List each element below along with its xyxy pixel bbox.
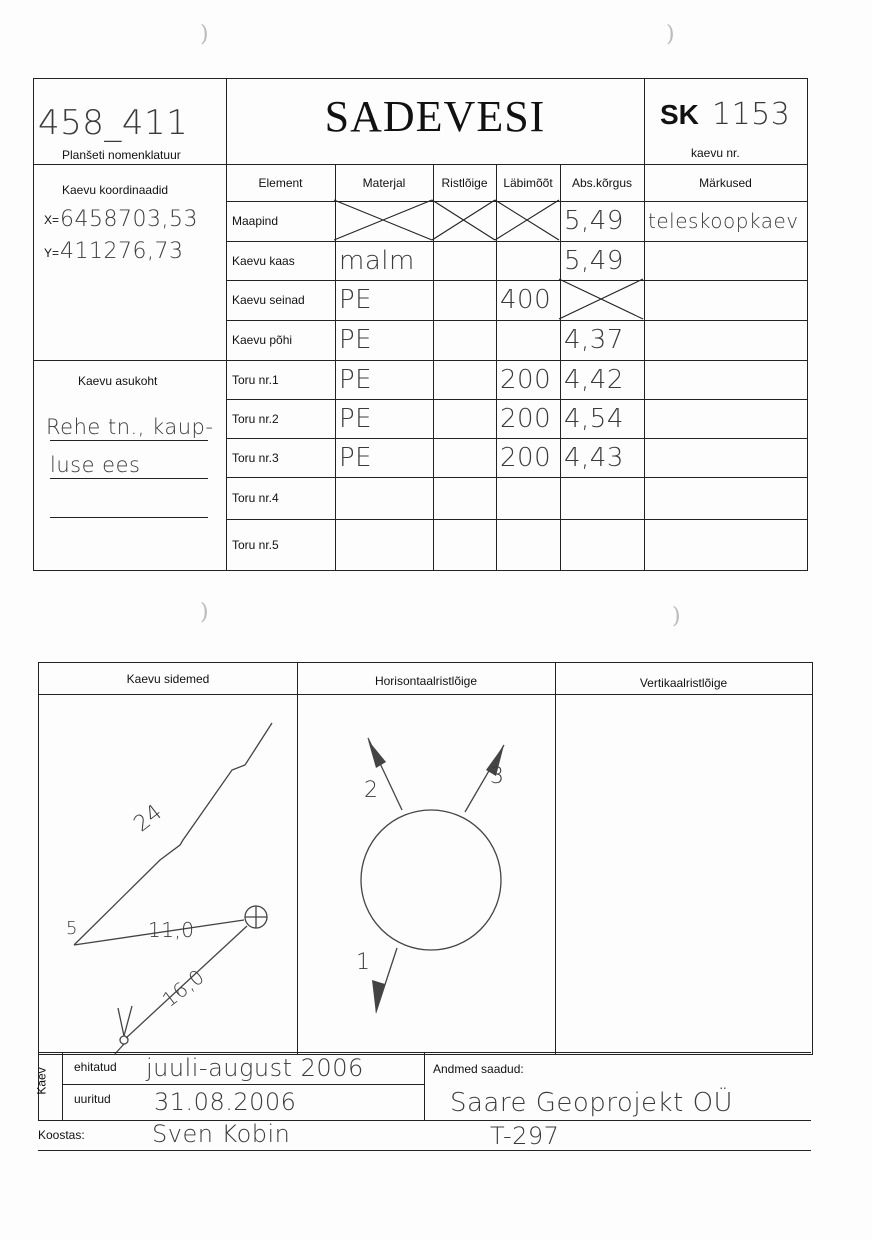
cell-abs-height: 5,49 — [564, 245, 624, 276]
point-label-5: 5 — [66, 918, 78, 939]
row-label: Toru nr.3 — [232, 450, 279, 465]
x-coordinate: 6458703,53 — [60, 207, 198, 232]
compiled-value: Sven Kobin — [152, 1120, 291, 1148]
cell-diameter: 200 — [500, 403, 552, 434]
row-label: Toru nr.5 — [232, 537, 279, 552]
cell-material: malm — [339, 245, 415, 276]
cell-material: PE — [339, 325, 373, 355]
header-cross-section: Ristlõige — [441, 175, 488, 190]
x-prefix: X= — [44, 213, 60, 227]
location-label: Kaevu asukoht — [78, 374, 158, 388]
connections-title: Kaevu sidemed — [126, 672, 210, 686]
cell-material: PE — [339, 442, 373, 473]
horizontal-section-title: Horisontaalristlõige — [374, 674, 478, 688]
row-label: Toru nr.1 — [232, 372, 279, 387]
well-number-value: 1153 — [712, 97, 791, 132]
location-line-2: luse ees — [50, 453, 141, 477]
pipe-number-1: 1 — [356, 950, 371, 975]
header-diameter: Läbimõõt — [503, 175, 553, 190]
surveyed-label: uuritud — [74, 1092, 111, 1106]
pipe-number-3: 3 — [490, 764, 505, 789]
cell-material: PE — [339, 285, 373, 315]
row-label: Kaevu põhi — [232, 333, 293, 347]
pipe-number-2: 2 — [364, 778, 379, 803]
well-number-prefix: SK — [660, 99, 699, 130]
well-section-circle — [361, 810, 501, 950]
nomenclature-label: Planšeti nomenklatuur — [62, 148, 181, 162]
cell-diameter: 200 — [500, 442, 552, 473]
data-from-label: Andmed saadud: — [433, 1062, 524, 1076]
header-abs-height: Abs.kõrgus — [571, 175, 633, 190]
job-number: T-297 — [490, 1122, 560, 1150]
punch-hole-mark: ) — [200, 22, 209, 47]
punch-hole-mark: ) — [672, 604, 681, 629]
punch-hole-mark: ) — [666, 22, 675, 47]
coordinates-label: Kaevu koordinaadid — [62, 183, 169, 197]
cell-abs-height: 4,54 — [564, 403, 624, 434]
cell-abs-height: 4,43 — [564, 442, 624, 473]
cell-abs-height: 5,49 — [564, 206, 624, 236]
cell-abs-height: 4,42 — [564, 364, 624, 395]
row-label: Maapind — [232, 214, 279, 228]
row-label: Toru nr.4 — [232, 491, 279, 505]
header-notes: Märkused — [699, 175, 752, 190]
vertical-section-title: Vertikaalristlõige — [639, 676, 728, 690]
location-line-1: Rehe tn., kaup- — [46, 415, 214, 439]
built-label: ehitatud — [74, 1060, 117, 1074]
cell-abs-height: 4,37 — [564, 325, 624, 355]
distance-label-11: 11,0 — [148, 918, 195, 942]
cell-material: PE — [339, 403, 373, 434]
row-label: Kaevu seinad — [232, 293, 305, 307]
length-label-24: 24 — [129, 799, 168, 838]
header-element: Element — [258, 175, 303, 190]
page-title: SADEVESI — [324, 92, 546, 141]
cell-material: PE — [339, 364, 373, 395]
pipe-run-line — [74, 723, 272, 945]
distance-label-16: 16,0 — [157, 964, 209, 1012]
row-label: Toru nr.2 — [232, 411, 279, 426]
punch-hole-mark: ) — [200, 600, 209, 625]
surveyed-value: 31.08.2006 — [154, 1088, 297, 1116]
cell-diameter: 400 — [500, 285, 552, 315]
compiled-label: Koostas: — [38, 1128, 85, 1142]
data-from-value: Saare Geoprojekt OÜ — [450, 1088, 734, 1118]
cell-notes: teleskoopkaev — [648, 209, 799, 233]
y-prefix: Y= — [44, 246, 60, 260]
arrow-icon — [368, 740, 386, 768]
cell-diameter: 200 — [500, 364, 552, 395]
arrow-icon — [372, 980, 385, 1014]
header-material: Materjal — [362, 175, 406, 190]
hydrant-symbol — [120, 1036, 128, 1044]
nomenclature-value: 458_411 — [38, 103, 189, 143]
well-side-label: Kaev — [34, 1067, 49, 1095]
row-label: Kaevu kaas — [232, 253, 295, 268]
well-number-label: kaevu nr. — [691, 146, 740, 160]
y-coordinate: 411276,73 — [60, 239, 184, 264]
built-value: juuli-august 2006 — [146, 1054, 364, 1082]
